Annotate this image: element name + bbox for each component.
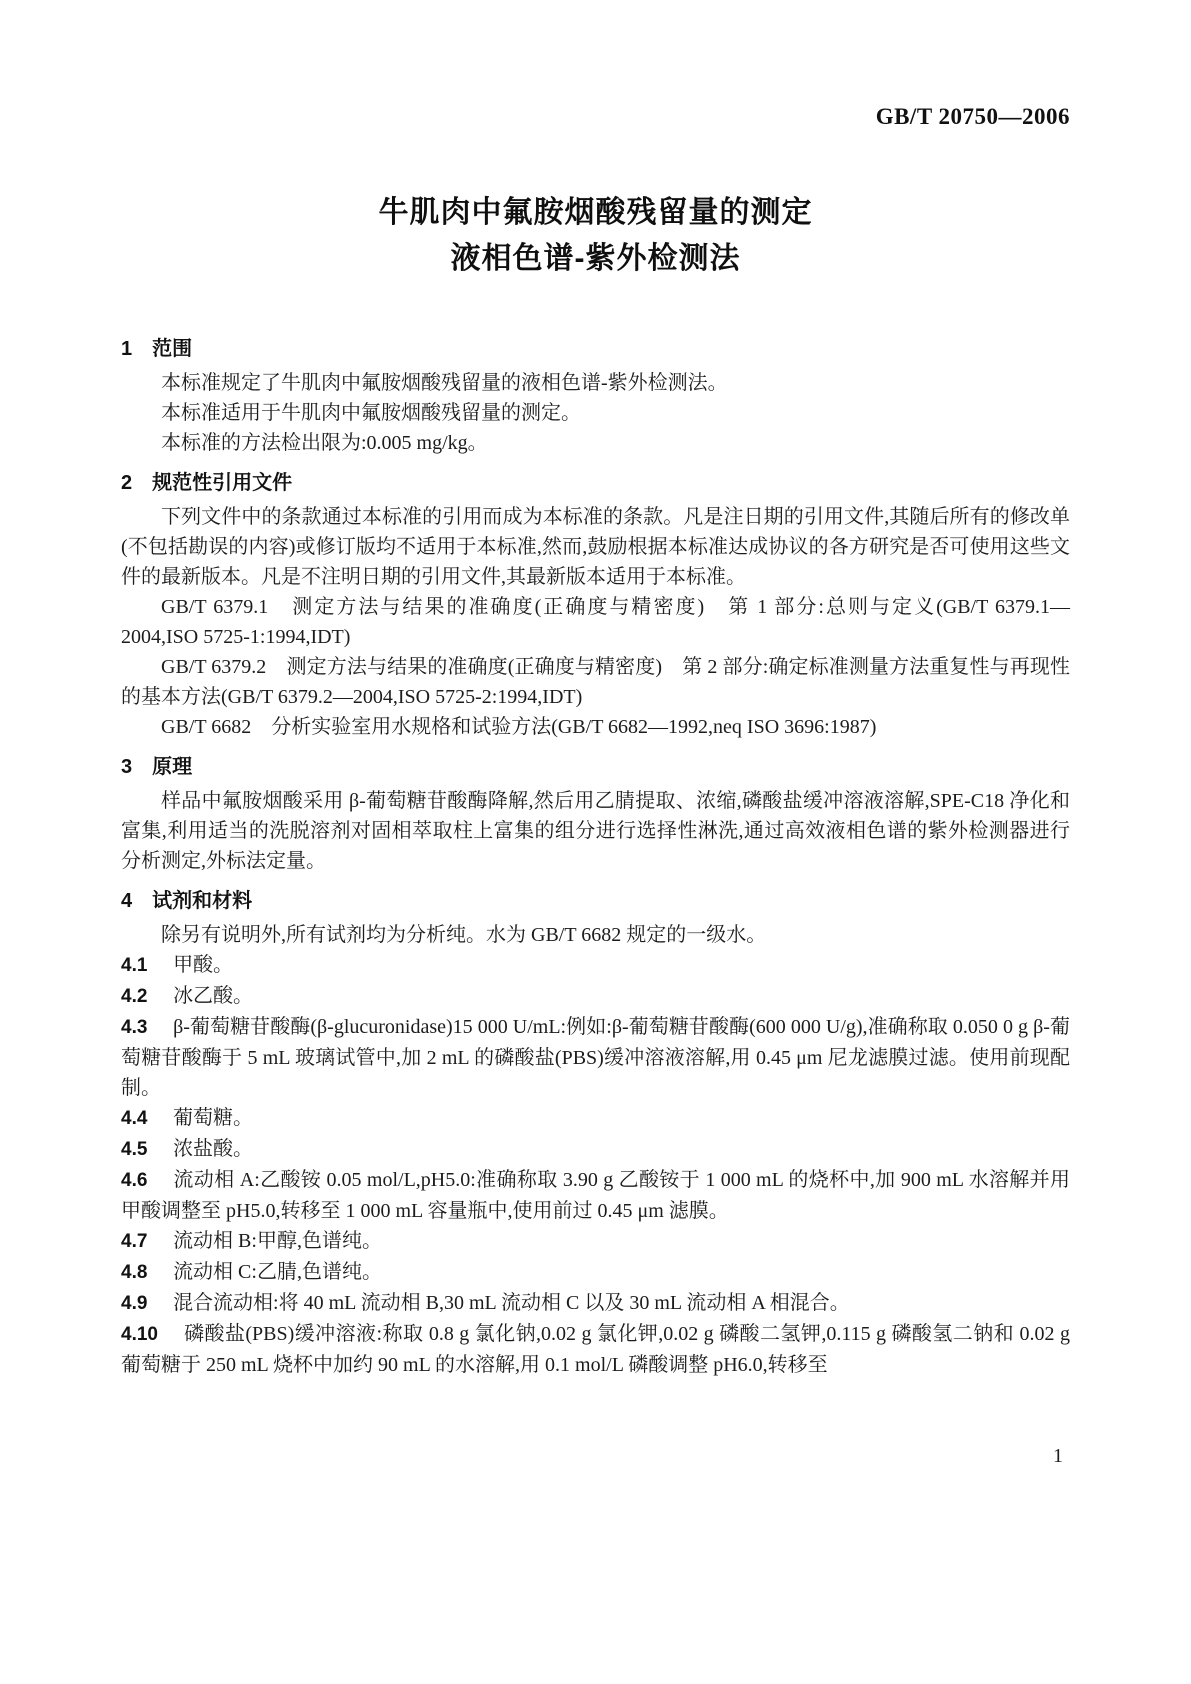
page-number: 1 (1053, 1445, 1063, 1467)
section-3-title: 原理 (152, 756, 193, 778)
section-1-paragraph: 本标准的方法检出限为:0.005 mg/kg。 (161, 432, 488, 454)
clause-number: 4.3 (121, 1017, 148, 1038)
clause-item (121, 1288, 1070, 1319)
section-2-heading (121, 468, 1070, 498)
clause-item (121, 950, 1070, 981)
title-line-1: 牛肌肉中氟胺烟酸残留量的测定 (378, 196, 813, 229)
clause-item (121, 1134, 1070, 1165)
section-2-number: 2 (121, 472, 133, 494)
section-3-number: 3 (121, 756, 133, 778)
clause-text: 浓盐酸。 (173, 1138, 254, 1160)
clause-number: 4.5 (121, 1139, 148, 1160)
clause-text: 磷酸盐(PBS)缓冲溶液:称取 0.8 g 氯化钠,0.02 g 氯化钾,0.02 g 磷酸二氢钾,0.115 g 磷酸氢二钠和 0.02 g 葡萄糖于 250 mL 烧杯中加约 90 mL 的水溶解,用 0.1 mol/L 磷酸调整 pH6.0,转移至 (121, 1323, 1070, 1376)
clause-number: 4.6 (121, 1170, 148, 1191)
clause-text: 流动相 C:乙腈,色谱纯。 (173, 1261, 382, 1283)
clause-text: 流动相 B:甲醇,色谱纯。 (173, 1230, 382, 1252)
section-3-heading (121, 752, 1070, 782)
clause-item (121, 981, 1070, 1012)
clause-text: 甲酸。 (173, 954, 234, 976)
clause-number: 4.8 (121, 1262, 148, 1283)
clause-number: 4.2 (121, 986, 148, 1007)
clause-number: 4.9 (121, 1293, 148, 1314)
clause-text: 葡萄糖。 (173, 1107, 254, 1129)
clause-item (121, 1257, 1070, 1288)
clause-text: β-葡萄糖苷酸酶(β-glucuronidase)15 000 U/mL:例如:β-葡萄糖苷酸酶(600 000 U/g),准确称取 0.050 0 g β-葡萄糖苷酸酶于 5 mL 玻璃试管中,加 2 mL 的磷酸盐(PBS)缓冲溶液溶解,用 0.45 μm 尼龙滤膜过滤。使用前现配制。 (121, 1016, 1070, 1099)
section-1-number: 1 (121, 338, 133, 360)
clause-text: 混合流动相:将 40 mL 流动相 B,30 mL 流动相 C 以及 30 mL 流动相 A 相混合。 (173, 1292, 850, 1314)
standard-number: GB/T 20750—2006 (875, 104, 1070, 129)
clause-item (121, 1103, 1070, 1134)
section-1-paragraph: 本标准适用于牛肌肉中氟胺烟酸残留量的测定。 (161, 402, 581, 424)
section-4-number: 4 (121, 890, 133, 912)
section-3-paragraph: 样品中氟胺烟酸采用 β-葡萄糖苷酸酶降解,然后用乙腈提取、浓缩,磷酸盐缓冲溶液溶解,SPE-C18 净化和富集,利用适当的洗脱溶剂对固相萃取柱上富集的组分进行选择性淋洗,通过高效液相色谱的紫外检测器进行分析测定,外标法定量。 (121, 790, 1070, 872)
section-4-intro: 除另有说明外,所有试剂均为分析纯。水为 GB/T 6682 规定的一级水。 (161, 924, 767, 946)
clause-item (121, 1012, 1070, 1103)
clause-item (121, 1165, 1070, 1226)
section-2-title: 规范性引用文件 (152, 472, 293, 494)
clause-number: 4.10 (121, 1324, 158, 1345)
clause-number: 4.4 (121, 1108, 148, 1129)
document-title (121, 190, 1070, 282)
title-line-2: 液相色谱-紫外检测法 (450, 242, 741, 275)
clause-number: 4.1 (121, 955, 148, 976)
section-1-title: 范围 (152, 338, 193, 360)
clause-text: 冰乙酸。 (173, 985, 254, 1007)
section-4-heading (121, 886, 1070, 916)
clause-item (121, 1319, 1070, 1380)
section-1-paragraph: 本标准规定了牛肌肉中氟胺烟酸残留量的液相色谱-紫外检测法。 (161, 372, 728, 394)
section-4-title: 试剂和材料 (152, 890, 253, 912)
reference-entry: GB/T 6379.2 测定方法与结果的准确度(正确度与精密度) 第 2 部分:确定标准测量方法重复性与再现性的基本方法(GB/T 6379.2—2004,ISO 5725-2:1994,IDT) (121, 656, 1070, 708)
clause-item (121, 1226, 1070, 1257)
clause-text: 流动相 A:乙酸铵 0.05 mol/L,pH5.0:准确称取 3.90 g 乙酸铵于 1 000 mL 的烧杯中,加 900 mL 水溶解并用甲酸调整至 pH5.0,转移至 1 000 mL 容量瓶中,使用前过 0.45 μm 滤膜。 (121, 1169, 1070, 1222)
section-1-heading (121, 334, 1070, 364)
reference-entry: GB/T 6682 分析实验室用水规格和试验方法(GB/T 6682—1992,neq ISO 3696:1987) (161, 716, 877, 738)
reference-entry: GB/T 6379.1 测定方法与结果的准确度(正确度与精密度) 第 1 部分:总则与定义(GB/T 6379.1—2004,ISO 5725-1:1994,IDT) (121, 596, 1070, 648)
section-2-paragraph: 下列文件中的条款通过本标准的引用而成为本标准的条款。凡是注日期的引用文件,其随后所有的修改单(不包括勘误的内容)或修订版均不适用于本标准,然而,鼓励根据本标准达成协议的各方研究是否可使用这些文件的最新版本。凡是不注明日期的引用文件,其最新版本适用于本标准。 (121, 506, 1070, 588)
clause-number: 4.7 (121, 1231, 148, 1252)
